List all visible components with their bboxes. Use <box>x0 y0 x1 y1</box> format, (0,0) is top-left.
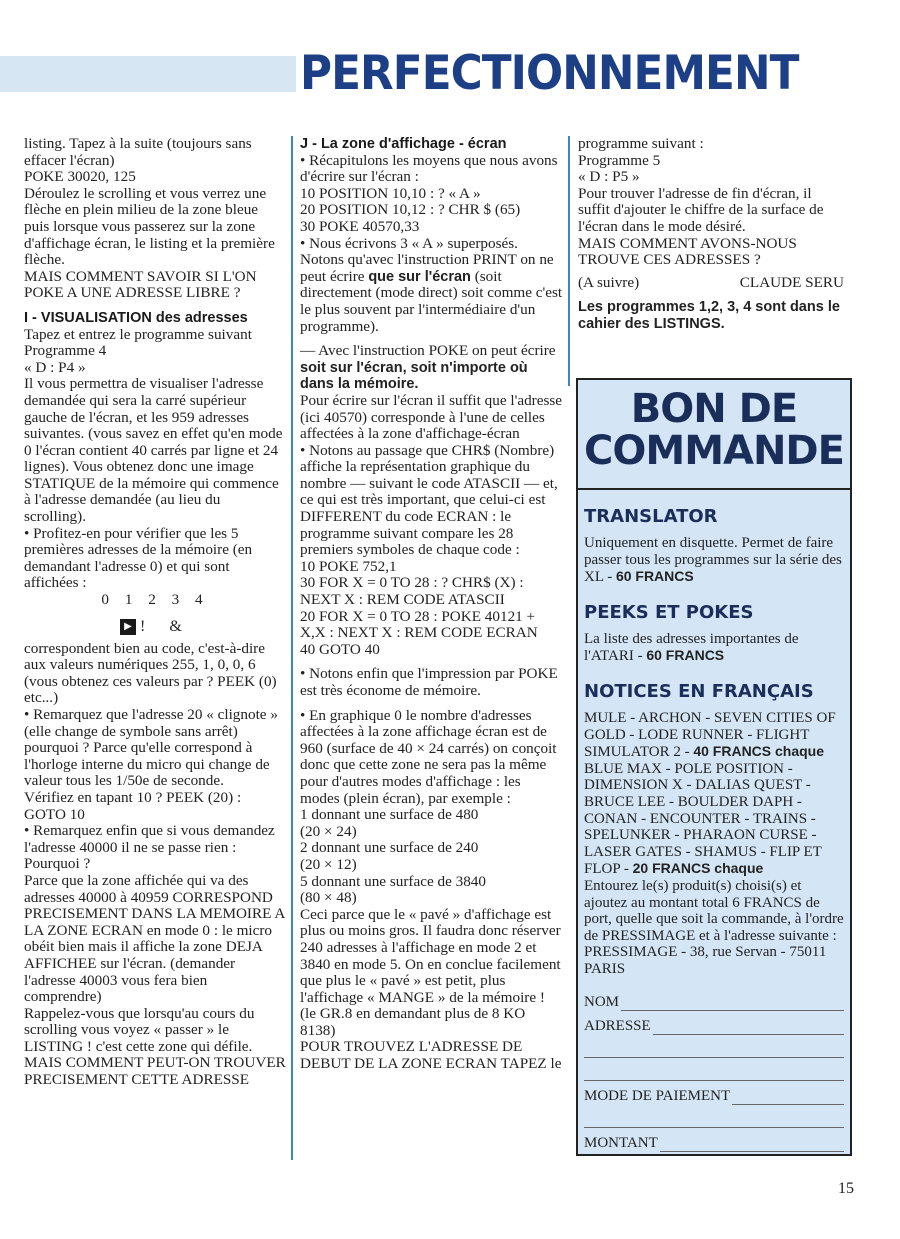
paragraph <box>300 236 564 336</box>
program-file: « D : P4 » <box>24 358 86 376</box>
code-line: 40 GOTO 40 <box>300 640 380 658</box>
paragraph: • En graphique 0 le nombre d'adresses affectées à la zone affichage écran est de 960 (surface de 40 × 24 carrés) on conçoit donc que cette zone ne sera pas la même pour d'autres modes d'affichage : les modes (plein écran), par exemple : <box>300 706 557 807</box>
title-line-1: BON DE <box>630 386 798 432</box>
field-line <box>732 1092 844 1105</box>
order-form <box>576 378 852 1156</box>
code-line: 30 POKE 40570,33 <box>300 217 420 235</box>
paragraph: (20 × 12) <box>300 855 357 873</box>
order-instructions: Entourez le(s) produit(s) choisi(s) et ajoutez au montant total 6 FRANCS de port, quelle que soit la commande, à l'ordre de PRESSIMAGE et à l'adresse suivante : PRESSIMAGE - 38, rue Servan - 75011 PARIS <box>584 877 844 977</box>
header-band <box>0 56 296 92</box>
screen-symbols <box>24 619 286 641</box>
amount-field[interactable] <box>584 1128 844 1152</box>
name-field[interactable] <box>584 987 844 1011</box>
paragraph: Tapez et entrez le programme suivant <box>24 325 252 343</box>
play-icon: ▶ <box>120 619 136 635</box>
ampersand-symbol: & <box>169 617 182 635</box>
price: 60 FRANCS <box>646 647 725 664</box>
paragraph: • Profitez-en pour vérifier que les 5 premières adresses de la mémoire (en demandant l'adresse 0) et qui sont affichées : <box>24 524 253 592</box>
program-name: Programme 4 <box>24 342 107 360</box>
text-run: • Nous écrivons 3 « A » superposés. Notons qu'avec l'instruction PRINT on ne peut écrire <box>300 234 554 285</box>
paragraph: MAIS COMMENT SAVOIR SI L'ON POKE A UNE ADRESSE LIBRE ? <box>24 267 257 302</box>
address-field[interactable] <box>584 1011 844 1035</box>
column-divider-1 <box>291 136 293 1160</box>
text-run: Uniquement en disquette. Permet de faire passer tous les programmes sur la série des XL - <box>584 535 842 586</box>
address-digits: 0 1 2 3 4 <box>101 591 209 609</box>
column-2 <box>300 136 564 1073</box>
paragraph: Parce que la zone affichée qui va des adresses 40000 à 40959 CORRESPOND PRECISEMENT DANS LA MEMOIRE A LA ZONE ECRAN en mode 0 : le micro obéit bien mais il affiche la zone DEJA AFFICHEE sur l'écran. (demander l'adresse 40003 vous fera bien comprendre) <box>24 871 285 1006</box>
payment-line-2[interactable] <box>584 1105 844 1128</box>
signature-line <box>578 275 844 292</box>
paragraph <box>300 343 564 393</box>
subheading-zone-affichage: J - La zone d'affichage - écran <box>300 136 507 152</box>
paragraph: Déroulez le scrolling et vous verrez une flèche en plein milieu de la zone bleue puis lorsque vous passerez sur la zone d'affichage écran, le listing et la première flèche. <box>24 184 275 269</box>
product-desc-notices <box>584 710 844 878</box>
field-line <box>653 1022 844 1035</box>
paragraph: Rappelez-vous que lorsqu'au cours du scrolling vous voyez « passer » le LISTING ! c'est cette zone qui défile. <box>24 1004 255 1055</box>
field-line <box>621 998 844 1011</box>
column-1 <box>24 136 286 1089</box>
code-line: 20 POSITION 10,12 : ? CHR $ (65) <box>300 201 521 219</box>
code-line: 10 POSITION 10,10 : ? « A » <box>300 184 481 202</box>
text-run: (soit directement (mode direct) soit comme c'est le plus souvent par l'intermédiaire d'un programme). <box>300 267 563 335</box>
code-line: 30 FOR X = 0 TO 28 : ? CHR$ (X) : NEXT X : REM CODE ATASCII <box>300 574 524 609</box>
field-line <box>660 1139 844 1152</box>
paragraph: POUR TROUVEZ L'ADRESSE DE DEBUT DE LA ZONE ECRAN TAPEZ le <box>300 1038 562 1073</box>
paragraph: correspondent bien au code, c'est-à-dire aux valeurs numériques 255, 1, 0, 0, 6 (vous obtenez ces valeurs par ? PEEK (0) etc...) <box>24 639 277 707</box>
price: 60 FRANCS <box>615 568 694 585</box>
program-file: « D : P5 » <box>578 168 640 186</box>
title-line-2: COMMANDE <box>584 428 844 474</box>
paragraph: Vérifiez en tapant 10 ? PEEK (20) : GOTO 10 <box>24 788 242 823</box>
paragraph: • Remarquez enfin que si vous demandez l'adresse 40000 il ne se passe rien : Pourquoi ? <box>24 822 275 873</box>
product-desc-translator <box>584 535 844 586</box>
author: CLAUDE SERU <box>739 273 844 291</box>
paragraph: MAIS COMMENT AVONS-NOUS TROUVE CES ADRESSES ? <box>578 234 797 269</box>
paragraph: Pour trouver l'adresse de fin d'écran, il suffit d'ajouter le chiffre de la surface de l'écran dans le mode désiré. <box>578 184 824 235</box>
emphasis: que sur l'écran <box>368 268 471 285</box>
code-line: 20 FOR X = 0 TO 28 : POKE 40121 + X,X : NEXT X : REM CODE ECRAN <box>300 607 538 642</box>
paragraph: programme suivant : <box>578 135 704 152</box>
price: 20 FRANCS chaque <box>632 860 764 877</box>
page-header <box>300 48 860 100</box>
paragraph: 5 donnant une surface de 3840 <box>300 872 486 890</box>
text-run: — Avec l'instruction POKE on peut écrire <box>300 342 556 360</box>
paragraph: Pour écrire sur l'écran il suffit que l'adresse (ici 40570) corresponde à l'une de celles affectées à la zone d'affichage-écran <box>300 391 563 443</box>
text-run: MULE - ARCHON - SEVEN CITIES OF GOLD - LODE RUNNER - FLIGHT SIMULATOR 2 - <box>584 709 836 761</box>
address-line-2[interactable] <box>584 1035 844 1058</box>
paragraph: 2 donnant une surface de 240 <box>300 839 479 857</box>
paragraph: • Récapitulons les moyens que nous avons d'écrire sur l'écran : <box>300 151 558 186</box>
paragraph: Ceci parce que le « pavé » d'affichage est plus ou moins gros. Il faudra donc réserver 240 adresses à l'affichage en mode 2 et 3840 en mode 5. On en conclue facilement que plus le « pavé » est petit, plus l'affichage « MANGE » de la mémoire ! (le GR.8 en demandant plus de 8 KO 8138) <box>300 905 561 1039</box>
field-label: ADRESSE <box>584 1018 651 1035</box>
paragraph: (20 × 24) <box>300 822 357 840</box>
to-be-continued: (A suivre) <box>578 273 640 291</box>
code-line: 10 POKE 752,1 <box>300 557 397 575</box>
subheading-visualisation: I - VISUALISATION des adresses <box>24 309 248 326</box>
paragraph: Il vous permettra de visualiser l'adresse demandée qui sera la carré supérieur gauche de l'écran, et les 959 adresses suivantes. (vous savez en effet qu'en mode 0 l'écran contient 40 carrés par ligne et 24 lignes). Vous obtenez donc une image STATIQUE de la mémoire qui commence à l'adresse demandée (au lieu du scrolling). <box>24 375 283 526</box>
code-line: POKE 30020, 125 <box>24 168 136 186</box>
page-number: 15 <box>838 1180 854 1197</box>
listings-note: Les programmes 1,2, 3, 4 sont dans le cahier des LISTINGS. <box>578 299 840 332</box>
exclamation-symbol: ! <box>140 617 146 635</box>
price: 40 FRANCS chaque <box>693 743 825 760</box>
paragraph: • Notons au passage que CHR$ (Nombre) affiche la représentation graphique du nombre — suivant le code ATASCII — et, ce qui est très important, que celui-ci est DIFFERENT du code ECRAN : le programme suivant compare les 28 premiers symboles de chaque code : <box>300 441 558 559</box>
product-title-notices: NOTICES EN FRANÇAIS <box>584 680 814 702</box>
field-label: MONTANT <box>584 1135 658 1152</box>
text-run: BLUE MAX - POLE POSITION - DIMENSION X - DALIAS QUEST - BRUCE LEE - BOULDER DAPH - CONAN - ENCOUNTER - TRAINS - SPELUNKER - PHARAON CURSE - LASER GATES - SHAMUS - FLIP ET FLOP - <box>584 760 822 878</box>
paragraph: • Remarquez que l'adresse 20 « clignote » (elle change de symbole sans arrêt) pourquoi ? Parce qu'elle correspond à l'horloge interne du micro qui change de valeur tous les 1/50e de seconde. <box>24 706 278 790</box>
paragraph: 1 donnant une surface de 480 <box>300 806 479 824</box>
order-form-title <box>578 388 850 472</box>
paragraph: • Notons enfin que l'impression par POKE est très économe de mémoire. <box>300 665 558 699</box>
product-title-translator: TRANSLATOR <box>584 506 718 527</box>
field-label: NOM <box>584 994 620 1011</box>
paragraph: MAIS COMMENT PEUT-ON TROUVER PRECISEMENT CETTE ADRESSE <box>24 1054 286 1089</box>
paragraph: listing. Tapez à la suite (toujours sans effacer l'écran) <box>24 135 252 169</box>
section-title: PERFECTIONNEMENT <box>300 46 799 101</box>
field-label: MODE DE PAIEMENT <box>584 1088 731 1105</box>
text-run: La liste des adresses importantes de l'ATARI - <box>584 630 799 665</box>
program-name: Programme 5 <box>578 151 661 169</box>
divider <box>578 488 850 490</box>
column-3 <box>578 136 844 333</box>
product-title-peeks: PEEKS ET POKES <box>584 601 754 623</box>
emphasis: soit sur l'écran, soit n'importe où dans la mémoire. <box>300 359 528 393</box>
column-divider-2 <box>568 136 570 386</box>
address-line-3[interactable] <box>584 1058 844 1081</box>
paragraph: (80 × 48) <box>300 889 357 907</box>
payment-mode-field[interactable] <box>584 1081 844 1105</box>
product-desc-peeks <box>584 631 844 665</box>
